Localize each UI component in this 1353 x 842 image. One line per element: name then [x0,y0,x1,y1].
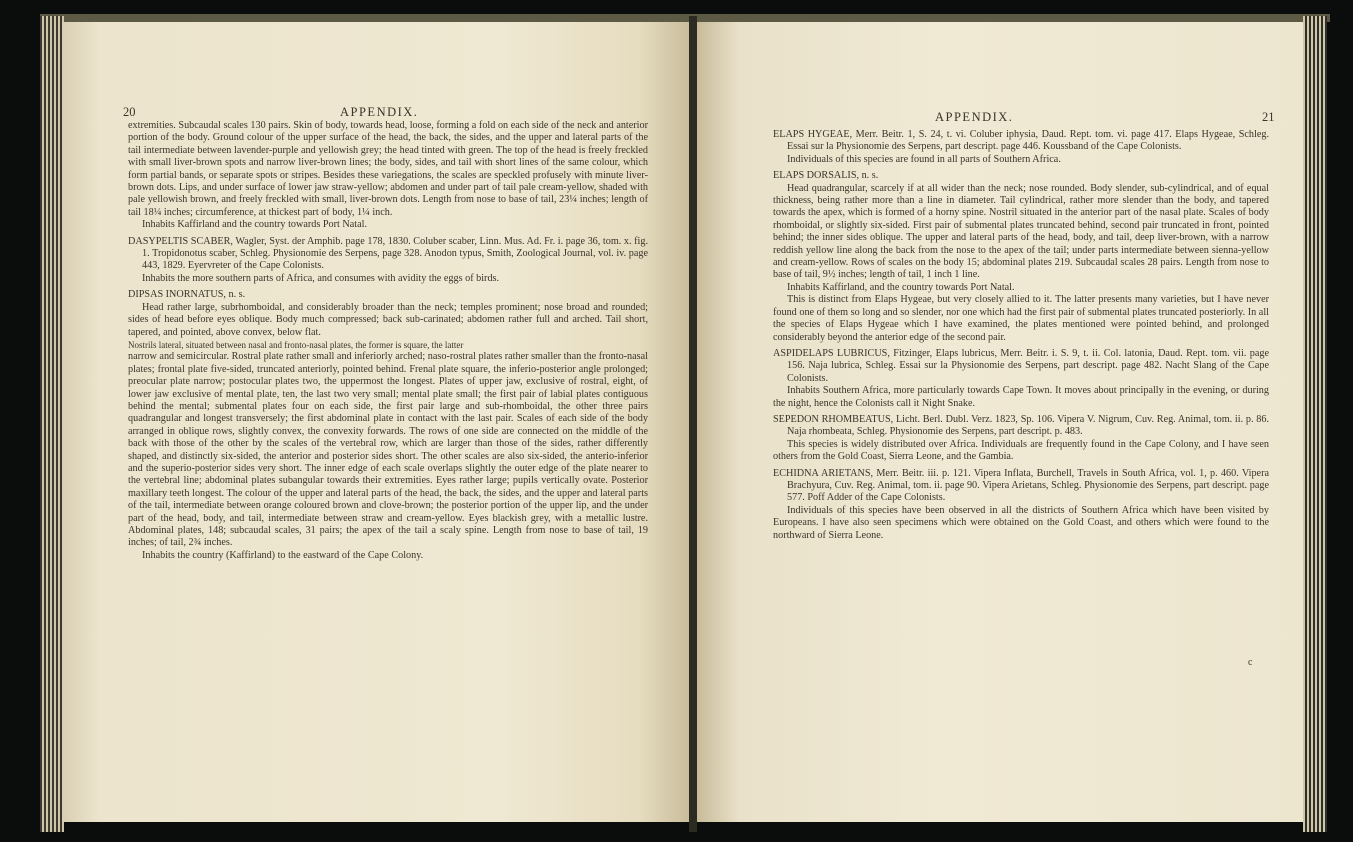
paragraph: This is distinct from Elaps Hygeae, but very closely allied to it. The latter presents many varieties, but I have never found one of them so long and so slender, nor one which had the first pair of submental plates truncated posteriorly. In all the species of Elaps Hygeae which I have examined, the plates mentioned were pointed behind, and prolonged considerably beyond the anterior edge of the second pair. [773,294,1269,343]
signature-mark: c [1248,657,1253,668]
page-number: 21 [1262,110,1275,124]
running-header: APPENDIX. [935,110,1014,124]
paragraph: Head quadrangular, scarcely if at all wider than the neck; nose rounded. Body slender, sub-cylindrical, and of equal thickness, being rather more than a line in diameter. Tail cylindrical, rather more slender than the body, and tapered towards the apex, which is formed of a horny spine. Nostril situated in the anterior part of the nasal plate. Scales of body rhomboidal, or slightly six-sided. First pair of submental plates truncated behind, second pair truncated in front, pointed behind; the inner sides oblique. The upper and lateral parts of the head, body, and tail, deep liver-brown, with a narrow reddish yellow line along the back from the nose to the apex of the tail; under parts intermediate between sienna-yellow and cream-yellow. Rows of scales on the body 15; abdominal plates 219. Subcaudal scales 28 pairs. Length from nose to base of tail, 9½ inches; length of tail, 1 inch 1 line. [773,182,1269,281]
left-page [62,22,689,822]
species-entry-heading: SEPEDON RHOMBEATUS, Licht. Berl. Dubl. Verz. 1823, Sp. 106. Vipera V. Nigrum, Cuv. Reg. Animal, tom. ii. p. 86. Naja rhombeata, Schleg. Physionomie des Serpens, part descript. p. 483. [773,413,1269,438]
paragraph: Inhabits Southern Africa, more particularly towards Cape Town. It moves about principally in the evening, or during the night, hence the Colonists call it Night Snake. [773,385,1269,409]
species-entry-heading: ELAPS DORSALIS, n. s. [773,170,879,182]
paragraph: Individuals of this species are found in all parts of Southern Africa. [787,153,1061,165]
species-entry-heading: ELAPS HYGEAE, Merr. Beitr. 1, S. 24, t. vi. Coluber iphysia, Daud. Rept. tom. vi. page 417. Elaps Hygeae, Schleg. Essai sur la Physionomie des Serpens, part descript. page 446. Koussband of the Cape Colonists. [773,129,1269,153]
species-entry-heading: DASYPELTIS SCABER, Wagler, Syst. der Amphib. page 178, 1830. Coluber scaber, Linn. Mus. Ad. Fr. i. page 36, tom. x. fig. 1. Tropidonotus scaber, Schleg. Physionomie des Serpens, page 328. Anodon typus, Smith, Zoological Journal, vol. iv. page 443, 1829. Eyervreter of the Cape Colonists. [128,235,648,272]
book-gutter [689,16,697,832]
paragraph: Nostrils lateral, situated between nasal and fronto-nasal plates, the former is square, the latter [128,339,464,350]
page-number: 20 [123,105,136,119]
paragraph: Head rather large, subrhomboidal, and considerably broader than the neck; temples prominent; nose broad and rounded; sides of head before eyes oblique. Body much compressed; back sub-carinated; abdomen rather full and arched. Tail short, tapered, and pointed, above convex, below flat. [128,301,648,338]
paragraph: Inhabits Kaffirland, and the country towards Port Natal. [787,281,1015,293]
paragraph: Inhabits the more southern parts of Africa, and consumes with avidity the eggs of birds. [142,272,500,284]
book-top-band [40,14,1330,22]
paragraph: narrow and semicircular. Rostral plate rather small and inferiorly arched; naso-rostral plates rather smaller than the fronto-nasal plates; frontal plate five-sided, truncated anteriorly, pointed behind. Frenal plate square, the inferio-posterior angle prolonged; preocular plate narrow; postocular plates two, the uppermost the longest. Plates of upper jaw, exclusive of rostral, eight, of lower jaw exclusive of mental plate, ten, the last two very small; mental plate small; the first pair of labial plates contiguous behind the mental; submental plates four on each side, the first pair large and sub-rhomboidal, the other three pairs quadrangular and longest transversely; the first abdominal plate in contact with the last pair. Scales of each side of the body arranged in oblique rows, slightly convex, the convexity forwards. The rows of one side are connected on the middle of the back with those of the other by the scales of the vertebral row, which are larger than those of the sides, rather differently shaped, and distinctly six-sided, the anterior and posterior sides short. The other scales are also six-sided, the anterio-inferior and the superio-posterior sides very short. The inner edge of each scale overlaps slightly the outer edge of the plate nearer to the vertebral line; abdominal plates subangular towards their extremities. Eyes rather large; pupils vertically ovate. Posterior maxillary teeth longest. The colour of the upper and lateral parts of the head, the back, the sides, and the upper and lateral parts of the tail, intermediate between orange coloured brown and clove-brown; the posterior portion of the upper lip, and the under part of the head, body, and tail, intermediate between straw and cream-yellow. Eyes blackish grey, with a metallic lustre. Abdominal plates, 148; subcaudal scales, 31 pairs; the apex of the tail a scaly spine. Length from nose to base of tail, 19 inches; of tail, 2¾ inches. [128,351,648,549]
running-header: APPENDIX. [340,105,419,119]
right-page [697,22,1303,822]
paragraph: This species is widely distributed over Africa. Individuals are frequently found in the Cape Colony, and I have seen others from the Gold Coast, Sierra Leone, and the Gambia. [773,438,1269,463]
paragraph: Inhabits Kaffirland and the country towards Port Natal. [142,219,368,231]
right-page-edges [1303,16,1327,832]
species-entry-heading: ECHIDNA ARIETANS, Merr. Beitr. iii. p. 121. Vipera Inflata, Burchell, Travels in South Africa, vol. 1, p. 460. Vipera Brachyura, Cuv. Reg. Animal, tom. ii. page 90. Vipera Arietans, Schleg. Physionomie des Serpens, part descript. page 577. Poff Adder of the Cape Colonists. [773,467,1269,504]
page-text [773,125,1269,542]
species-entry-heading: ASPIDELAPS LUBRICUS, Fitzinger, Elaps lubricus, Merr. Beitr. i. S. 9, t. ii. Col. latonia, Daud. Rept. tom. vii. page 156. Naja lubrica, Schleg. Essai sur la Physionomie des Serpens, part descript. page 482. Nacht Slang of the Cape Colonists. [773,347,1269,384]
species-entry-heading: DIPSAS INORNATUS, n. s. [128,289,246,301]
paragraph: Inhabits the country (Kaffirland) to the eastward of the Cape Colony. [142,549,424,561]
paragraph: Individuals of this species have been observed in all the districts of Southern Africa which have been visited by Europeans. I have also seen specimens which were obtained on the Gold Coast, and others which were found to the northward of Sierra Leone. [773,504,1269,541]
page-text [128,120,648,562]
left-page-edges [40,16,64,832]
paragraph: extremities. Subcaudal scales 130 pairs. Skin of body, towards head, loose, forming a fold on each side of the neck and anterior portion of the body. Ground colour of the upper surface of the head, the back, the sides, and the upper and lateral parts of the tail intermediate between lavender-purple and yellowish grey; the head tinted with green. The top of the head is freely freckled with small liver-brown spots and narrow liver-brown lines; the body, sides, and tail with short lines of the same colour, which form partial bands, or separate spots or stripes. Besides these variegations, the scales are speckled profusely with minute liver-brown dots. Lips, and under surface of lower jaw straw-yellow; abdomen and under part of tail pale cream-yellow, shaded with pale yellowish brown, and freely freckled with small, liver-brown dots. Length from nose to base of tail, 23¼ inches; length of tail 18¼ inches; circumference, at thickest part of body, 1¼ inch. [128,120,648,218]
